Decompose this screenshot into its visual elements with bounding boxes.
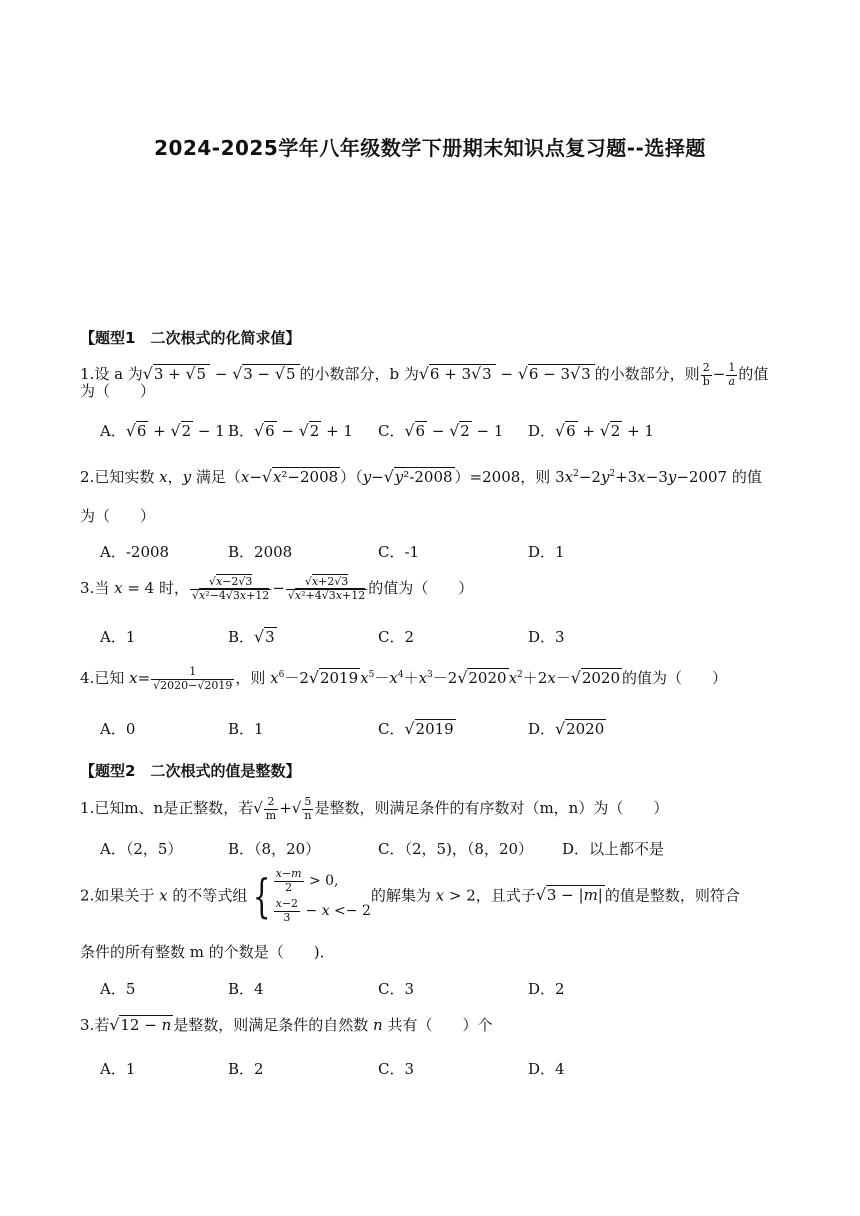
math-expr: √3 − √5	[232, 363, 299, 385]
math-expr: √6 − 3√3	[518, 363, 595, 385]
option-b[interactable]: B．1	[228, 720, 264, 738]
option-d[interactable]: D．√2020	[528, 719, 605, 738]
math-expr: √y²-2008	[383, 467, 453, 486]
section-heading: 【题型1 二次根式的化简求值】	[80, 329, 301, 347]
option-a[interactable]: A．1	[100, 1060, 136, 1078]
option-b[interactable]: B．√6 − √2 + 1	[228, 421, 353, 440]
option-b[interactable]: B．2008	[228, 543, 293, 561]
option-c[interactable]: C．（2，5)，（8，20）	[378, 840, 534, 858]
question-1-2: 2.已知实数 x，y 满足（x−√x²−2008 ）（y−√y²-2008 ）=2008，则 $3x^2-2y^2+3x-3y-2007$ 的值	[80, 466, 762, 488]
option-c[interactable]: C．√6 − √2 − 1	[378, 421, 504, 440]
option-c[interactable]: C．-1	[378, 543, 420, 561]
option-c[interactable]: C．3	[378, 1060, 415, 1078]
math-fraction: $\frac{√x+2√3}{\text{√x²+4√3x+12}}$	[287, 575, 366, 602]
math-fraction: $\frac{1}{a}$	[728, 361, 736, 388]
math-fraction: $\frac{1}{√2020-√2019}$	[153, 665, 233, 692]
question-text: 的小数部分，b 为	[299, 365, 419, 384]
option-a[interactable]: A．（2，5）	[100, 840, 183, 858]
option-b[interactable]: B．√3	[228, 627, 275, 646]
math-expr: √6 + 3√3	[419, 363, 496, 385]
option-d[interactable]: D．2	[528, 980, 565, 998]
option-d[interactable]: D．4	[528, 1060, 565, 1078]
question-text: 的值	[738, 365, 769, 384]
question-text: 设 a 为	[94, 365, 143, 384]
option-d[interactable]: D．1	[528, 543, 565, 561]
option-b[interactable]: B．4	[228, 980, 264, 998]
option-d[interactable]: D．3	[528, 628, 565, 646]
option-a[interactable]: A．√6 + √2 − 1	[100, 421, 225, 440]
option-c[interactable]: C．√2019	[378, 719, 454, 738]
question-continuation: 为（ ）	[80, 507, 156, 525]
option-d[interactable]: D．√6 + √2 + 1	[528, 421, 654, 440]
option-c[interactable]: C．2	[378, 628, 415, 646]
option-b[interactable]: B．2	[228, 1060, 264, 1078]
option-a[interactable]: A．5	[100, 980, 136, 998]
option-a[interactable]: A．-2008	[100, 543, 170, 561]
option-a[interactable]: A．1	[100, 628, 136, 646]
page-title: 2024-2025学年八年级数学下册期末知识点复习题--选择题	[154, 136, 706, 160]
section-heading: 【题型2 二次根式的值是整数】	[80, 762, 301, 780]
question-2-1: 1.已知m、n是正整数，若√ $\frac{2}{m}$ +√ $\frac{5}{n}$ 是整数，则满足条件的有序数对（m，n）为（ ）	[80, 795, 669, 822]
question-2-3: 3.若√12 − n 是整数，则满足条件的自然数 n 共有（ ）个	[80, 1015, 493, 1034]
question-1-1: 1.设 a 为√3 + √5 − √3 − √5 的小数部分，b 为√6 + 3√3 − √6 − 3√3 的小数部分，则 $\frac{2}{b}$ − $\frac{1}{a}$ 的值	[80, 361, 769, 388]
question-continuation: 为（ ）	[80, 382, 156, 400]
question-number: 1.	[80, 365, 95, 384]
option-c[interactable]: C．3	[378, 980, 415, 998]
math-fraction: $\frac{√x-2√3}{\text{√x²−4√3x+12}}$	[192, 575, 270, 602]
option-a[interactable]: A．0	[100, 720, 136, 738]
question-1-4: 4.已知 x= $\frac{1}{√2020-√2019}$ ，则 $x^6-2√2019$ $x^5-x^4+x^3-2√2020$ $x^2+2x-√2020$ 的值为（ ）	[80, 665, 728, 692]
math-expr: √x²−2008	[261, 467, 339, 486]
option-b[interactable]: B．（8，20）	[228, 840, 321, 858]
math-expr: √3 + √5	[143, 363, 210, 385]
question-text: 的小数部分，则	[594, 365, 700, 384]
inequality-system: { $\frac{x-m}{2}$ > 0, $\frac{x-2}{3}$ − x <− 2	[253, 867, 371, 924]
question-2-2: 2.如果关于 x 的不等式组 { $\frac{x-m}{2}$ > 0, $\frac{x-2}{3}$ − x <− 2 的解集为 x > 2，且式子√3 − |m| 的值是整数，则符合	[80, 867, 740, 924]
question-1-3: 3.当 x = 4 时， $\frac{√x-2√3}{\text{√x²−4√3x+12}}$ − $\frac{√x+2√3}{\text{√x²+4√3x+12}}$ 的值为（ ）	[80, 575, 474, 602]
option-d[interactable]: D．以上都不是	[562, 840, 665, 858]
question-continuation: 条件的所有整数 m 的个数是（ )．	[80, 943, 335, 961]
math-fraction: $\frac{2}{b}$	[702, 361, 710, 388]
